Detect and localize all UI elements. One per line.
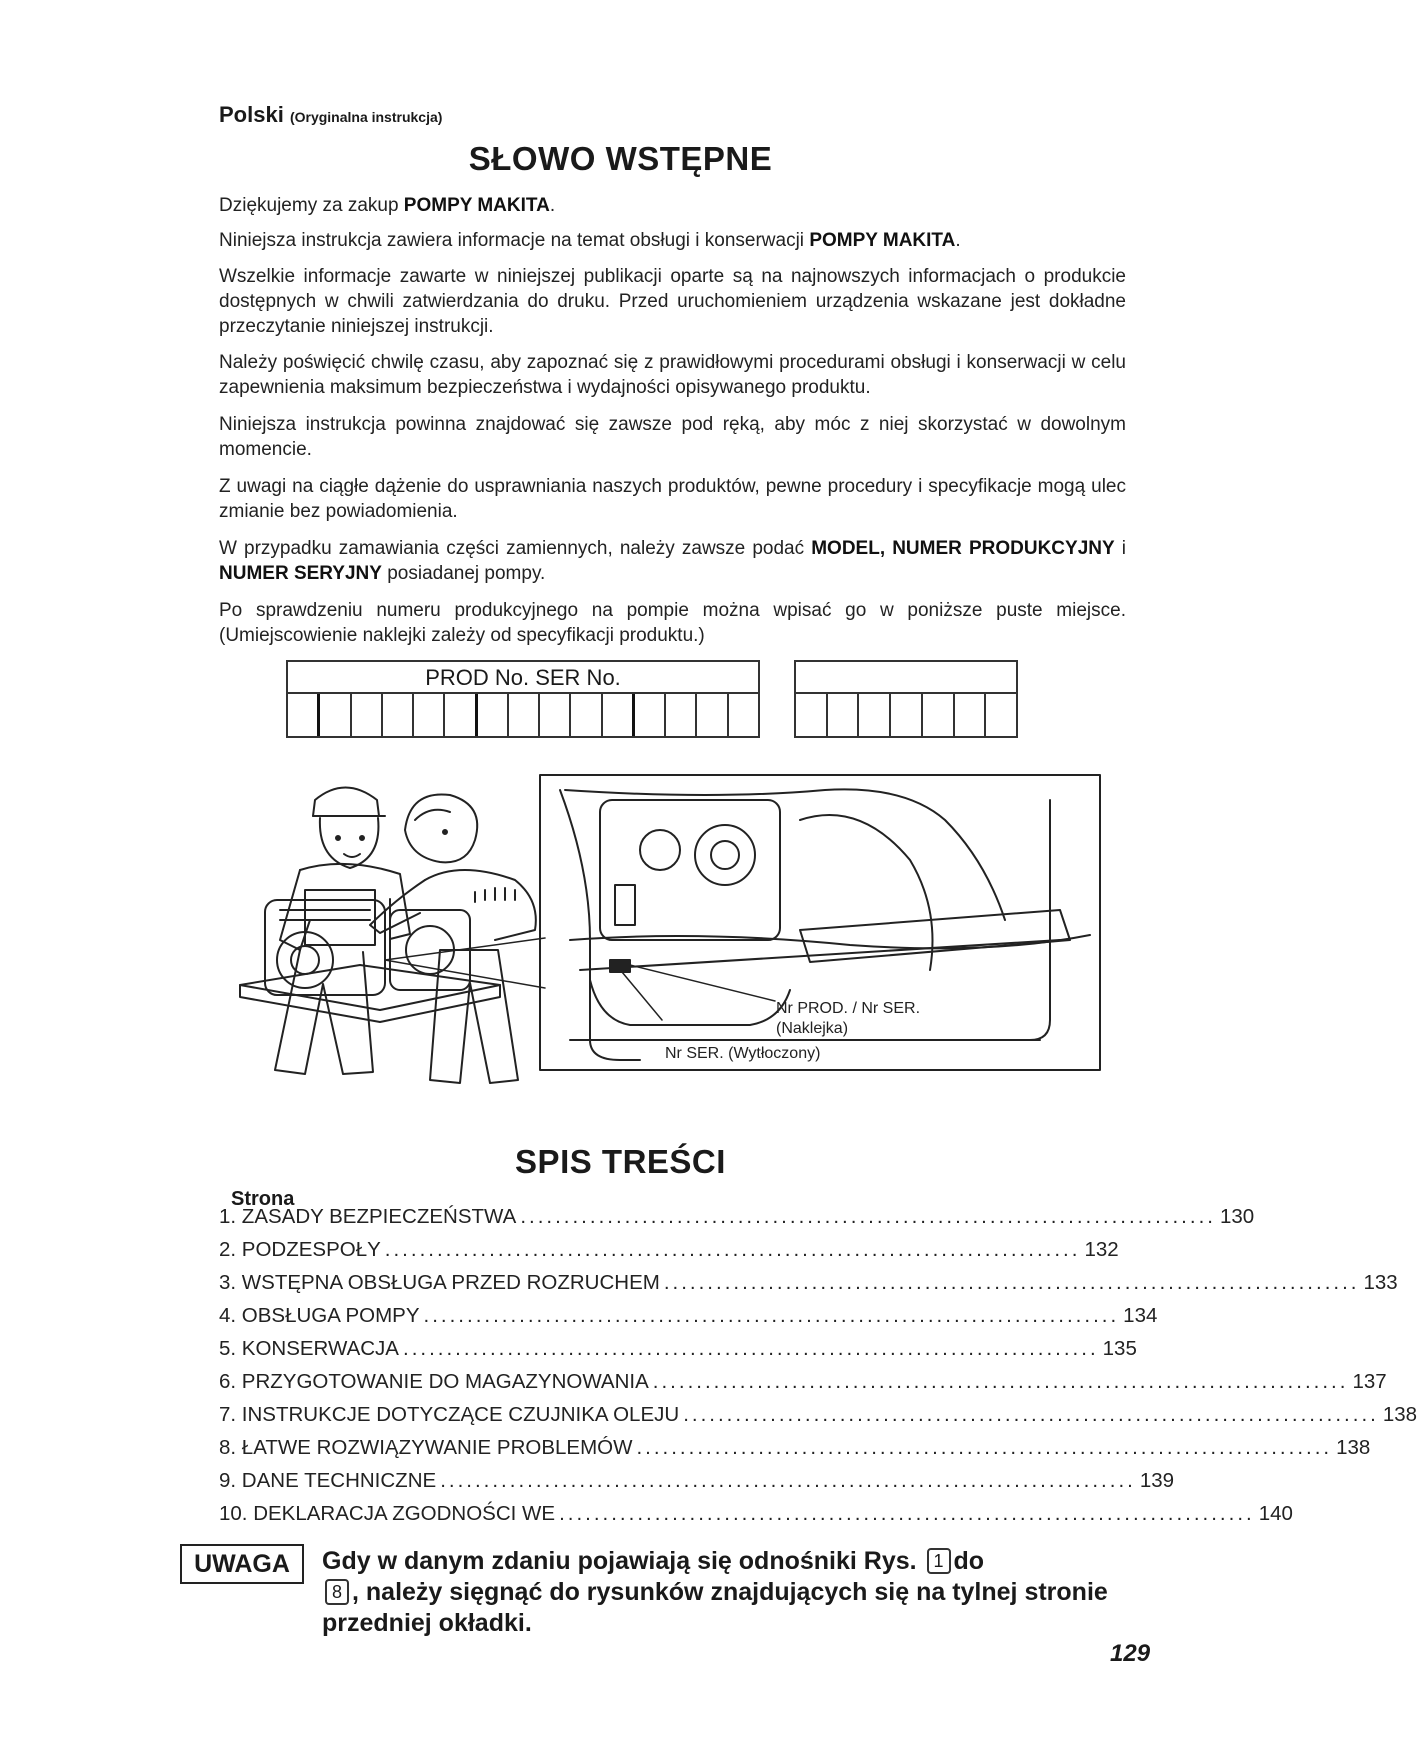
toc-item[interactable]: 7. INSTRUKCJE DOTYCZĄCE CZUJNIKA OLEJU ................................................................................ 138 [219,1403,1417,1426]
toc-item[interactable]: 1. ZASADY BEZPIECZEŃSTWA ................................................................................ 130 [219,1205,1255,1228]
language-heading [219,102,442,128]
intro-paragraph-6: Z uwagi na ciągłe dążenie do usprawniania naszych produktów, pewne procedury i specyfikacje mogą ulec zmianie bez powiadomienia. [219,476,1126,522]
toc-item[interactable]: 6. PRZYGOTOWANIE DO MAGAZYNOWANIA ................................................................................ 137 [219,1370,1387,1393]
intro-paragraph-4: Należy poświęcić chwilę czasu, aby zapoznać się z prawidłowymi procedurami obsługi i konserwacji w celu zapewnienia maksimum bezpieczeństwa i wydajności opisywanego produktu. [219,352,1126,398]
intro-paragraph-8: Po sprawdzeniu numeru produkcyjnego na pompie można wpisać go w poniższe puste miejsce. (Umiejscowienie naklejki zależy od specyfikacji produktu.) [219,600,1126,646]
toc-item[interactable]: 3. WSTĘPNA OBSŁUGA PRZED ROZRUCHEM ................................................................................ 133 [219,1271,1398,1294]
intro-paragraph-1: Dziękujemy za zakup POMPY MAKITA. [219,195,556,216]
intro-paragraph-2: Niniejsza instrukcja zawiera informacje na temat obsługi i konserwacji POMPY MAKITA. [219,230,961,251]
intro-paragraph-7: W przypadku zamawiania części zamiennych, należy zawsze podać MODEL, NUMER PRODUKCYJNY i NUMER SERYJNY posiadanej pompy. [219,538,1126,584]
pump-unit-small [240,900,500,1022]
toc-item[interactable]: 4. OBSŁUGA POMPY ................................................................................ 134 [219,1304,1158,1327]
toc-item[interactable]: 8. ŁATWE ROZWIĄZYWANIE PROBLEMÓW ................................................................................ 138 [219,1436,1371,1459]
prod-ser-box-cells[interactable] [288,694,758,736]
toc-page-label: Strona [231,1188,295,1210]
note-text: Gdy w danym zdaniu pojawiają się odnośniki Rys. 1 do 8 , należy sięgnąć do rysunków znajdujących się na tylnej stronie przedniej okładki. [322,1547,1108,1637]
prod-ser-box-header: PROD No. SER No. [288,662,758,694]
prod-ser-number-box [286,660,760,738]
label-sticker: (Naklejka) [776,1020,849,1037]
toc-item[interactable]: 5. KONSERWACJA ................................................................................ 135 [219,1337,1137,1360]
page-number: 129 [1110,1640,1151,1667]
figure-ref-icon: 1 [927,1548,951,1574]
toc-title: SPIS TREŚCI [515,1143,726,1180]
pump-label-location-illustration [240,760,1140,1140]
label-ser-embossed: Nr SER. (Wytłoczony) [665,1045,821,1062]
toc-item[interactable]: 2. PODZESPOŁY ................................................................................ 132 [219,1238,1119,1261]
extra-number-box [794,660,1018,738]
extra-number-box-cells[interactable] [796,694,1016,736]
language-name: Polski [219,102,284,127]
language-note: (Oryginalna instrukcja) [289,109,443,125]
page-title: SŁOWO WSTĘPNE [468,140,773,177]
note-label: UWAGA [180,1544,304,1584]
intro-paragraph-5: Niniejsza instrukcja powinna znajdować się zawsze pod ręką, aby móc z niej skorzystać w dowolnym momencie. [219,414,1126,460]
toc-item[interactable]: 10. DEKLARACJA ZGODNOŚCI WE ................................................................................ 140 [219,1502,1293,1525]
label-prod-ser-number: Nr PROD. / Nr SER. [776,1000,921,1017]
intro-paragraph-3: Wszelkie informacje zawarte w niniejszej publikacji oparte są na najnowszych informacjach o produkcie dostępnych w chwili zatwierdzania do druku. Przed uruchomieniem urządzenia wskazane jest dokładne przeczytanie niniejszej instrukcji. [219,266,1126,337]
toc-item[interactable]: 9. DANE TECHNICZNE ................................................................................ 139 [219,1469,1175,1492]
figure-ref-icon: 8 [325,1579,349,1605]
toc-list [219,1205,1417,1535]
